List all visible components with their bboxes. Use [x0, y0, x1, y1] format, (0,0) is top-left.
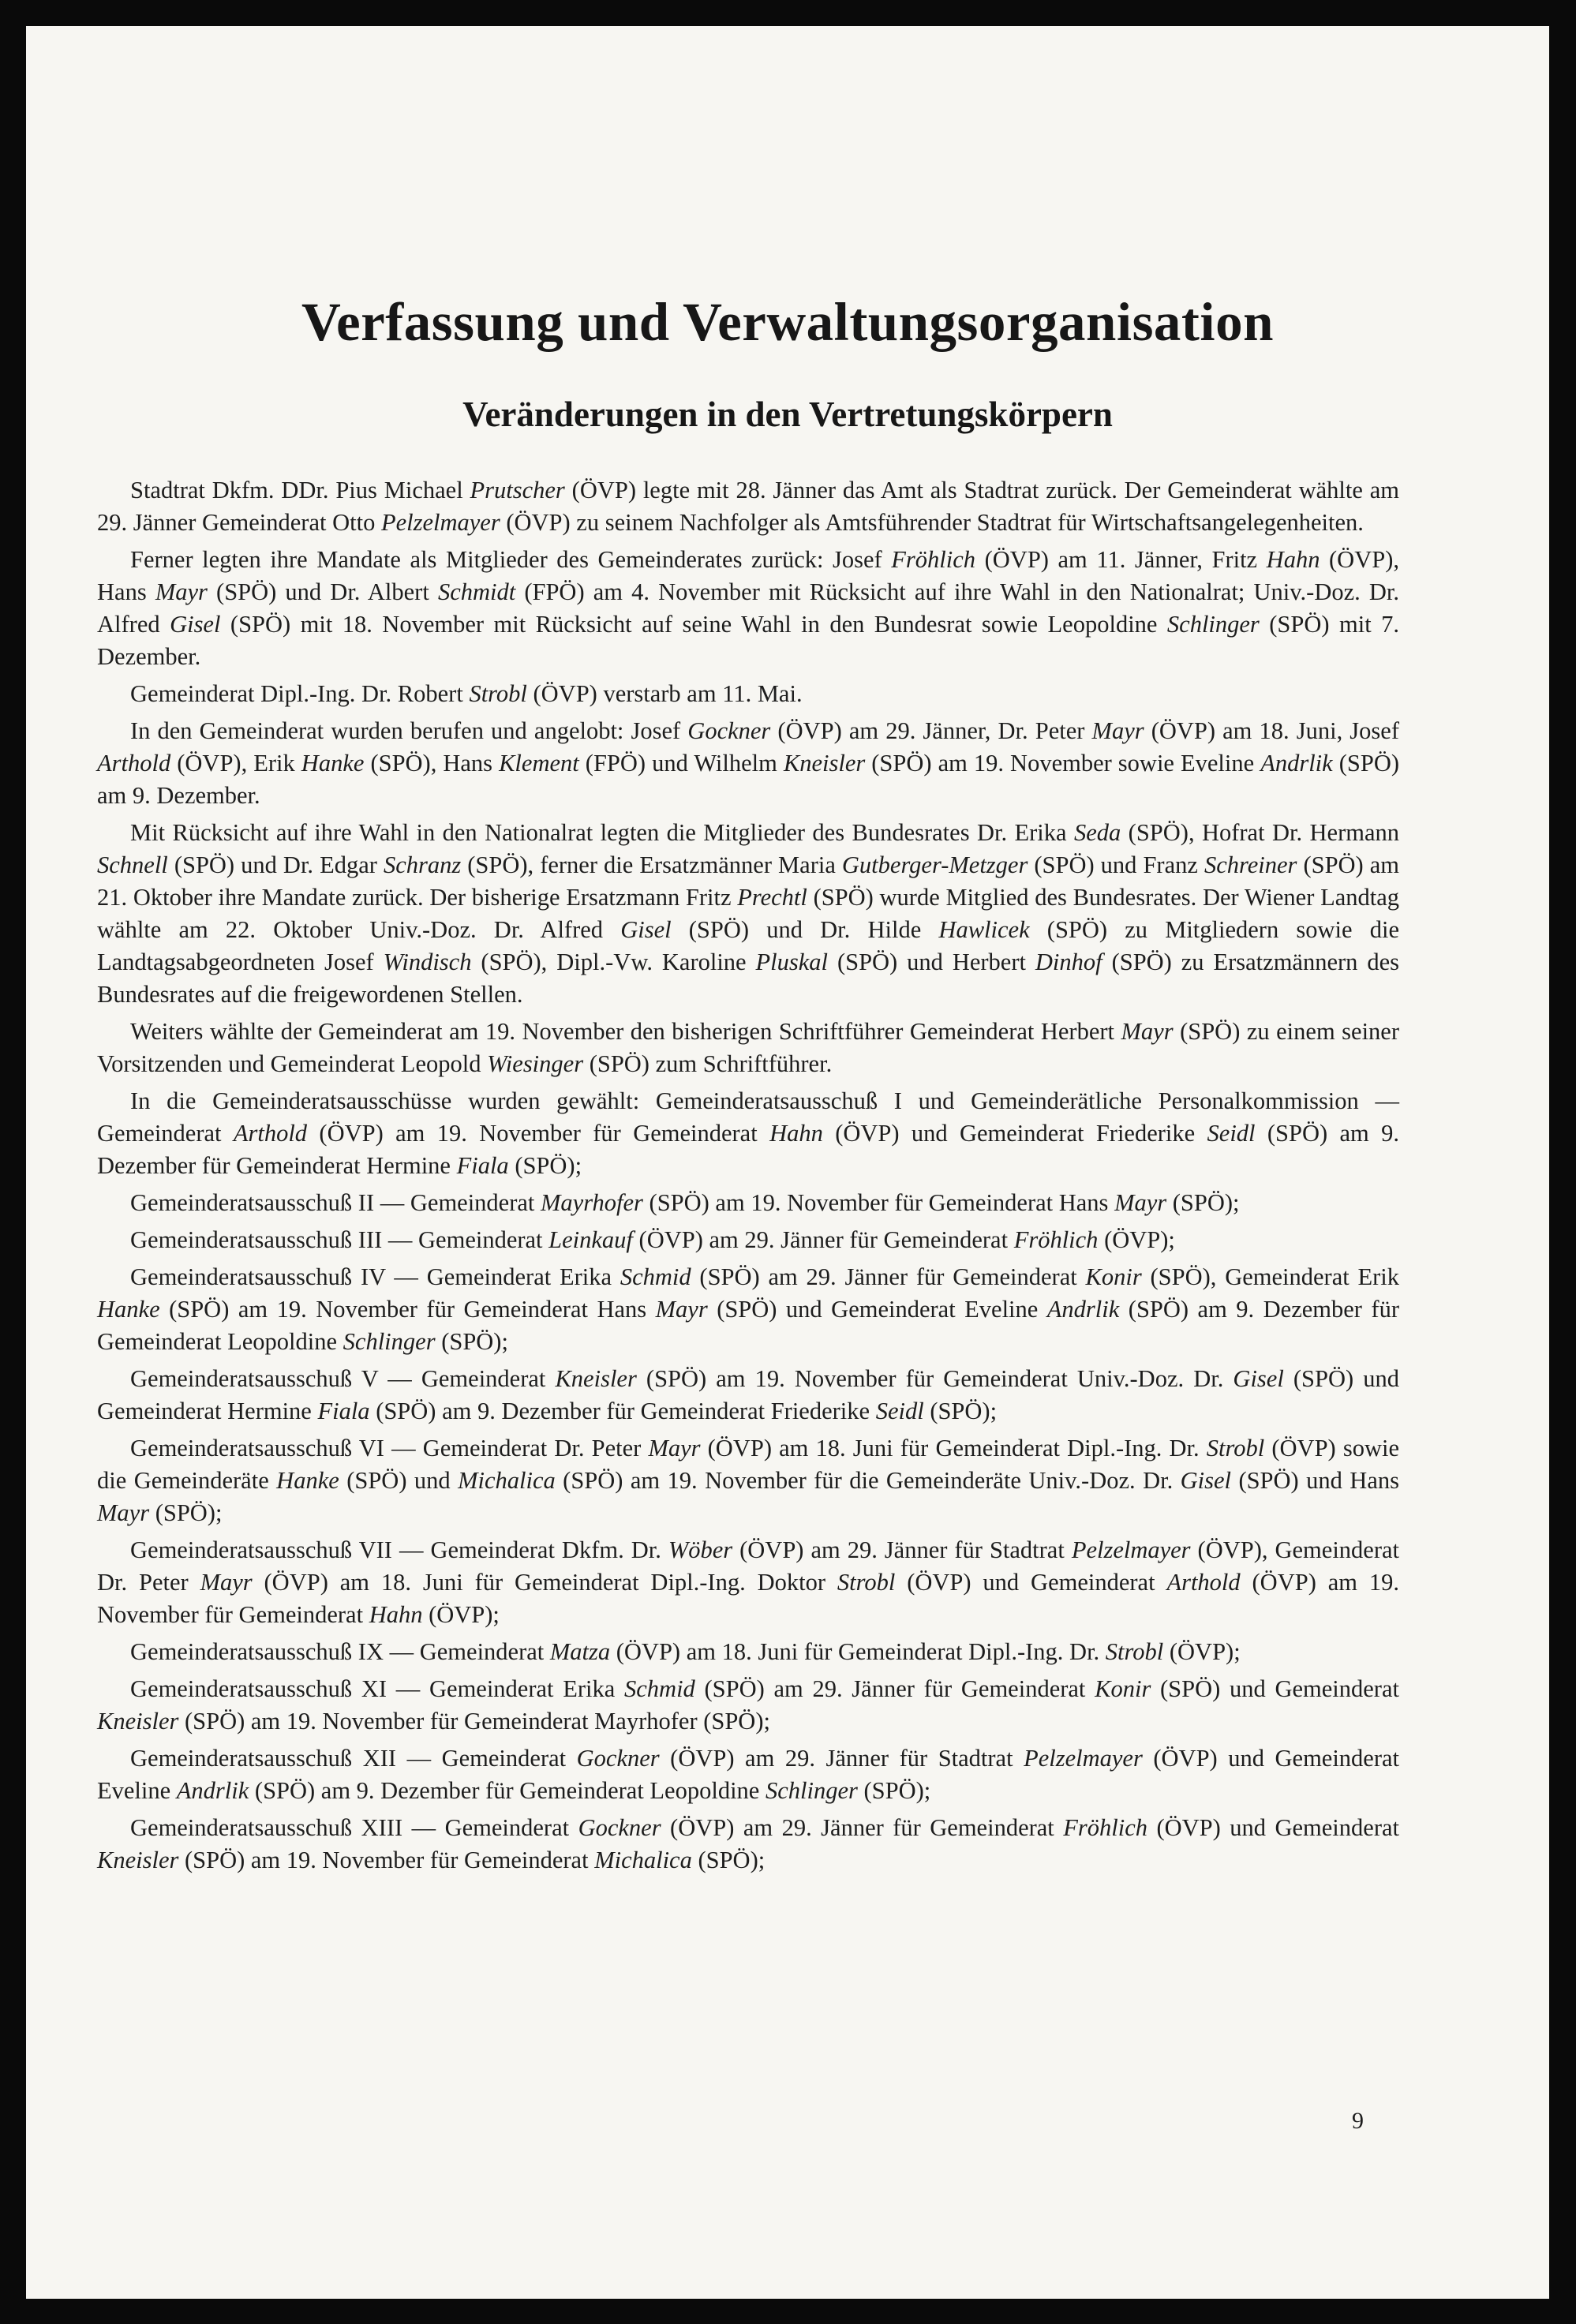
person-name: Mayr — [655, 1296, 708, 1323]
person-name: Klement — [499, 750, 579, 777]
document-page — [26, 26, 1549, 2299]
person-name: Strobl — [1206, 1435, 1265, 1461]
person-name: Andrlik — [1260, 750, 1333, 777]
paragraph-text: (SPÖ) am 19. November für Gemeinderat Univ.-Doz. Dr. — [636, 1365, 1233, 1392]
person-name: Schlinger — [765, 1777, 858, 1804]
person-name: Konir — [1095, 1675, 1151, 1702]
page-title: Verfassung und Verwaltungsorganisation — [301, 292, 1274, 352]
person-name: Pluskal — [755, 949, 829, 975]
person-name: Schnell — [97, 851, 168, 878]
paragraph-text: (SPÖ), Dipl.-Vw. Karoline — [471, 949, 756, 975]
page-number: 9 — [1352, 2108, 1364, 2134]
person-name: Gisel — [170, 611, 221, 638]
paragraph — [97, 678, 1399, 710]
paragraph-text: (ÖVP) am 11. Jänner, Fritz — [975, 546, 1267, 573]
person-name: Strobl — [1105, 1638, 1164, 1665]
paragraph — [97, 1534, 1399, 1631]
paragraph-text: (SPÖ) am 29. Jänner für Gemeinderat — [694, 1675, 1095, 1702]
paragraph-text: Gemeinderatsausschuß III — Gemeinderat — [130, 1226, 549, 1253]
paragraph-text: (SPÖ) am 9. Dezember für Gemeinderat Friederike — [369, 1398, 876, 1424]
person-name: Seda — [1073, 819, 1121, 846]
paragraph-text: (ÖVP) zu seinem Nachfolger als Amtsführender Stadtrat für Wirtschaftsangelegenheiten. — [500, 509, 1364, 536]
paragraph-text: (ÖVP); — [1163, 1638, 1241, 1665]
paragraph-text: (ÖVP) am 18. Juni für Gemeinderat Dipl.-Ing. Dr. — [700, 1435, 1207, 1461]
paragraph-text: (SPÖ), Hofrat Dr. Hermann — [1121, 819, 1399, 846]
paragraph-text: (FPÖ) am 4. November mit Rücksicht auf ihre Wahl in den Nationalrat; Univ.-Doz. Dr. Alfred — [97, 578, 1400, 638]
paragraph-text: (SPÖ) am 9. Dezember für Gemeinderat Leopoldine — [249, 1777, 766, 1804]
paragraph-text: Gemeinderatsausschuß IV — Gemeinderat Erika — [130, 1263, 620, 1290]
paragraph-text: (ÖVP), Erik — [170, 750, 301, 777]
person-name: Pelzelmayer — [1024, 1745, 1143, 1772]
paragraph-text: (SPÖ) wurde Mitglied des Bundesrates. Der Wiener Landtag wählte am 22. Oktober Univ.-Doz. Dr. Alfred — [97, 884, 1399, 943]
person-name: Mayr — [155, 578, 208, 605]
paragraph-text: (SPÖ) am 19. November für Gemeinderat — [178, 1847, 595, 1873]
person-name: Windisch — [383, 949, 472, 975]
paragraph — [97, 1261, 1399, 1358]
paragraph-text: Gemeinderatsausschuß XI — Gemeinderat Erika — [130, 1675, 624, 1702]
person-name: Mayr — [200, 1569, 253, 1596]
paragraph-text: (SPÖ); — [1166, 1189, 1240, 1216]
paragraph-text: (ÖVP) sowie die Gemeinderäte — [97, 1435, 1399, 1494]
person-name: Konir — [1085, 1263, 1142, 1290]
paragraph-text: Gemeinderatsausschuß XII — Gemeinderat — [130, 1745, 577, 1772]
person-name: Schranz — [383, 851, 462, 878]
person-name: Strobl — [469, 680, 527, 707]
person-name: Andrlik — [1046, 1296, 1120, 1323]
paragraph-text: Gemeinderat Dipl.-Ing. Dr. Robert — [130, 680, 470, 707]
paragraph-text: (SPÖ) am 9. Dezember. — [97, 750, 1400, 809]
paragraph — [97, 1742, 1399, 1807]
paragraph-text: (SPÖ) am 9. Dezember für Gemeinderat Leopoldine — [97, 1296, 1399, 1355]
paragraph-text: (ÖVP), Gemeinderat Dr. Peter — [97, 1536, 1399, 1596]
paragraph-text: (SPÖ) am 19. November für Gemeinderat Hans — [642, 1189, 1115, 1216]
paragraph-text: (SPÖ), ferner die Ersatzmänner Maria — [461, 851, 842, 878]
paragraph-text: Gemeinderatsausschuß V — Gemeinderat — [130, 1365, 556, 1392]
person-name: Hawlicek — [938, 916, 1030, 943]
paragraph-text: (SPÖ) und Gemeinderat Hermine — [97, 1365, 1399, 1424]
person-name: Hahn — [1266, 546, 1320, 573]
paragraph — [97, 817, 1399, 1011]
paragraph-text: Gemeinderatsausschuß VII — Gemeinderat Dkfm. Dr. — [130, 1536, 668, 1563]
paragraph-text: (FPÖ) und Wilhelm — [578, 750, 784, 777]
person-name: Michalica — [594, 1847, 692, 1873]
paragraph — [97, 1187, 1399, 1219]
body-text — [97, 474, 1399, 1881]
paragraph-text: (SPÖ) am 19. November für die Gemeinderäte Univ.-Doz. Dr. — [555, 1467, 1181, 1494]
person-name: Gutberger-Metzger — [841, 851, 1028, 878]
person-name: Schmid — [620, 1263, 691, 1290]
paragraph-text: (SPÖ); — [435, 1328, 508, 1355]
person-name: Pelzelmayer — [380, 509, 500, 536]
person-name: Prechtl — [737, 884, 807, 911]
person-name: Wiesinger — [487, 1050, 584, 1077]
paragraph — [97, 1016, 1399, 1080]
person-name: Andrlik — [176, 1777, 249, 1804]
paragraph-text: (ÖVP) am 29. Jänner für Stadtrat — [732, 1536, 1072, 1563]
person-name: Schmidt — [437, 578, 516, 605]
person-name: Dinhof — [1035, 949, 1102, 975]
person-name: Schmid — [624, 1675, 695, 1702]
person-name: Kneisler — [97, 1847, 179, 1873]
paragraph-text: Stadtrat Dkfm. DDr. Pius Michael — [130, 477, 470, 503]
person-name: Gisel — [1180, 1467, 1232, 1494]
person-name: Fröhlich — [891, 546, 976, 573]
paragraph-text: (SPÖ); — [923, 1398, 998, 1424]
person-name: Michalica — [458, 1467, 556, 1494]
paragraph-text: Gemeinderatsausschuß XIII — Gemeinderat — [130, 1814, 578, 1841]
paragraph-text: (ÖVP); — [422, 1601, 500, 1628]
person-name: Leinkauf — [548, 1226, 633, 1253]
paragraph — [97, 1224, 1399, 1256]
person-name: Kneisler — [555, 1365, 637, 1392]
paragraph-text: (ÖVP) am 29. Jänner, Dr. Peter — [770, 717, 1092, 744]
paragraph-text: (SPÖ) und Gemeinderat Eveline — [707, 1296, 1047, 1323]
paragraph-text: (ÖVP) am 29. Jänner für Stadtrat — [659, 1745, 1024, 1772]
paragraph-text: Weiters wählte der Gemeinderat am 19. November den bisherigen Schriftführer Gemeinderat Herbert — [130, 1018, 1121, 1045]
paragraph-text: (SPÖ); — [508, 1152, 582, 1179]
paragraph-text: (SPÖ) zu Ersatzmännern des Bundesrates auf die freigewordenen Stellen. — [97, 949, 1399, 1008]
person-name: Gisel — [1233, 1365, 1284, 1392]
person-name: Pelzelmayer — [1071, 1536, 1191, 1563]
paragraph-text: Gemeinderatsausschuß II — Gemeinderat — [130, 1189, 541, 1216]
person-name: Mayr — [97, 1499, 150, 1526]
person-name: Fröhlich — [1063, 1814, 1147, 1841]
person-name: Mayr — [1114, 1189, 1167, 1216]
paragraph-text: In den Gemeinderat wurden berufen und angelobt: Josef — [130, 717, 688, 744]
section-heading: Veränderungen in den Vertretungskörpern — [462, 395, 1113, 434]
person-name: Mayrhofer — [541, 1189, 643, 1216]
paragraph — [97, 715, 1399, 812]
paragraph-text: (SPÖ) und Dr. Hilde — [671, 916, 939, 943]
paragraph-text: (SPÖ) am 19. November für Gemeinderat Mayrhofer (SPÖ); — [178, 1708, 770, 1735]
person-name: Schlinger — [1166, 611, 1260, 638]
person-name: Gockner — [576, 1745, 660, 1772]
paragraph-text: (ÖVP) legte mit 28. Jänner das Amt als Stadtrat zurück. Der Gemeinderat wählte am 29. Jänner Gemeinderat Otto — [97, 477, 1399, 536]
paragraph-text: (SPÖ) am 19. November für Gemeinderat Hans — [159, 1296, 656, 1323]
paragraph-text: (SPÖ) zum Schriftführer. — [583, 1050, 833, 1077]
person-name: Fiala — [456, 1152, 509, 1179]
person-name: Seidl — [875, 1398, 924, 1424]
paragraph-text: (ÖVP) am 18. Juni für Gemeinderat Dipl.-Ing. Doktor — [252, 1569, 837, 1596]
paragraph — [97, 544, 1399, 673]
paragraph-text: (SPÖ); — [149, 1499, 223, 1526]
person-name: Mayr — [648, 1435, 701, 1461]
person-name: Hanke — [276, 1467, 339, 1494]
paragraph-text: (SPÖ) am 9. Dezember für Gemeinderat Hermine — [97, 1120, 1399, 1179]
person-name: Gockner — [687, 717, 771, 744]
paragraph-text: Gemeinderatsausschuß IX — Gemeinderat — [130, 1638, 550, 1665]
paragraph-text: Gemeinderatsausschuß VI — Gemeinderat Dr. Peter — [130, 1435, 649, 1461]
paragraph-text: (ÖVP) am 18. Juni, Josef — [1144, 717, 1399, 744]
paragraph-text: (SPÖ) und Hans — [1231, 1467, 1399, 1494]
paragraph-text: (SPÖ) zu einem seiner Vorsitzenden und Gemeinderat Leopold — [97, 1018, 1399, 1077]
person-name: Schlinger — [343, 1328, 436, 1355]
paragraph — [97, 1812, 1399, 1877]
person-name: Mayr — [1091, 717, 1144, 744]
paragraph — [97, 1673, 1399, 1738]
paragraph-text: (SPÖ); — [857, 1777, 931, 1804]
paragraph-text: (SPÖ), Hans — [364, 750, 500, 777]
paragraph-text: (ÖVP) am 29. Jänner für Gemeinderat — [632, 1226, 1014, 1253]
person-name: Arthold — [233, 1120, 308, 1147]
paragraph — [97, 1363, 1399, 1428]
paragraph-text: (ÖVP); — [1098, 1226, 1175, 1253]
paragraph-text: (ÖVP) und Gemeinderat Friederike — [822, 1120, 1207, 1147]
person-name: Arthold — [1166, 1569, 1241, 1596]
paragraph-text: (SPÖ) und Gemeinderat — [1151, 1675, 1399, 1702]
paragraph-text: (SPÖ) und — [339, 1467, 459, 1494]
person-name: Kneisler — [97, 1708, 179, 1735]
person-name: Strobl — [837, 1569, 896, 1596]
paragraph — [97, 1432, 1399, 1529]
person-name: Fiala — [317, 1398, 370, 1424]
paragraph-text: (SPÖ), Gemeinderat Erik — [1141, 1263, 1400, 1290]
paragraph-text: (ÖVP) am 18. Juni für Gemeinderat Dipl.-Ing. Dr. — [610, 1638, 1106, 1665]
paragraph-text: (SPÖ) am 19. November sowie Eveline — [865, 750, 1261, 777]
person-name: Hanke — [97, 1296, 160, 1323]
paragraph-text: (ÖVP) am 19. November für Gemeinderat — [97, 1569, 1399, 1628]
paragraph-text: (SPÖ) am 29. Jänner für Gemeinderat — [691, 1263, 1086, 1290]
person-name: Hanke — [301, 750, 365, 777]
paragraph-text: (SPÖ) und Dr. Albert — [207, 578, 438, 605]
paragraph-text: (SPÖ) und Franz — [1028, 851, 1204, 878]
paragraph-text: (SPÖ) mit 7. Dezember. — [97, 611, 1399, 670]
person-name: Prutscher — [470, 477, 565, 503]
person-name: Gisel — [620, 916, 672, 943]
paragraph-text: (ÖVP) und Gemeinderat — [895, 1569, 1167, 1596]
person-name: Kneisler — [783, 750, 866, 777]
paragraph-text: (ÖVP) verstarb am 11. Mai. — [526, 680, 803, 707]
paragraph-text: (ÖVP) und Gemeinderat Eveline — [97, 1745, 1400, 1804]
paragraph-text: Ferner legten ihre Mandate als Mitglieder des Gemeinderates zurück: Josef — [130, 546, 892, 573]
paragraph-text: (ÖVP), Hans — [97, 546, 1399, 605]
person-name: Arthold — [97, 750, 171, 777]
paragraph-text: In die Gemeinderatsausschüsse wurden gewählt: Gemeinderatsausschuß I und Gemeinderätliche Personalkommission — Gemeinderat — [97, 1087, 1399, 1147]
person-name: Mayr — [1121, 1018, 1174, 1045]
person-name: Gockner — [578, 1814, 661, 1841]
paragraph-text: (SPÖ) und Herbert — [828, 949, 1035, 975]
paragraph-text: (ÖVP) und Gemeinderat — [1147, 1814, 1399, 1841]
person-name: Fröhlich — [1013, 1226, 1099, 1253]
person-name: Seidl — [1207, 1120, 1256, 1147]
paragraph-text: (SPÖ) am 21. Oktober ihre Mandate zurück. Der bisherige Ersatzmann Fritz — [97, 851, 1400, 911]
paragraph-text: Mit Rücksicht auf ihre Wahl in den Nationalrat legten die Mitglieder des Bundesrates Dr. Erika — [130, 819, 1074, 846]
paragraph — [97, 1636, 1399, 1668]
paragraph-text: (ÖVP) am 19. November für Gemeinderat — [307, 1120, 770, 1147]
paragraph-text: (SPÖ) mit 18. November mit Rücksicht auf seine Wahl in den Bundesrat sowie Leopoldine — [220, 611, 1167, 638]
paragraph-text: (SPÖ) zu Mitgliedern sowie die Landtagsabgeordneten Josef — [97, 916, 1399, 975]
person-name: Matza — [549, 1638, 611, 1665]
person-name: Hahn — [769, 1120, 823, 1147]
paragraph-text: (SPÖ) und Dr. Edgar — [167, 851, 384, 878]
person-name: Schreiner — [1204, 851, 1297, 878]
paragraph — [97, 474, 1399, 539]
paragraph-text: (ÖVP) am 29. Jänner für Gemeinderat — [661, 1814, 1064, 1841]
paragraph-text: (SPÖ); — [691, 1847, 766, 1873]
person-name: Wöber — [668, 1536, 733, 1563]
person-name: Hahn — [369, 1601, 423, 1628]
paragraph — [97, 1085, 1399, 1182]
